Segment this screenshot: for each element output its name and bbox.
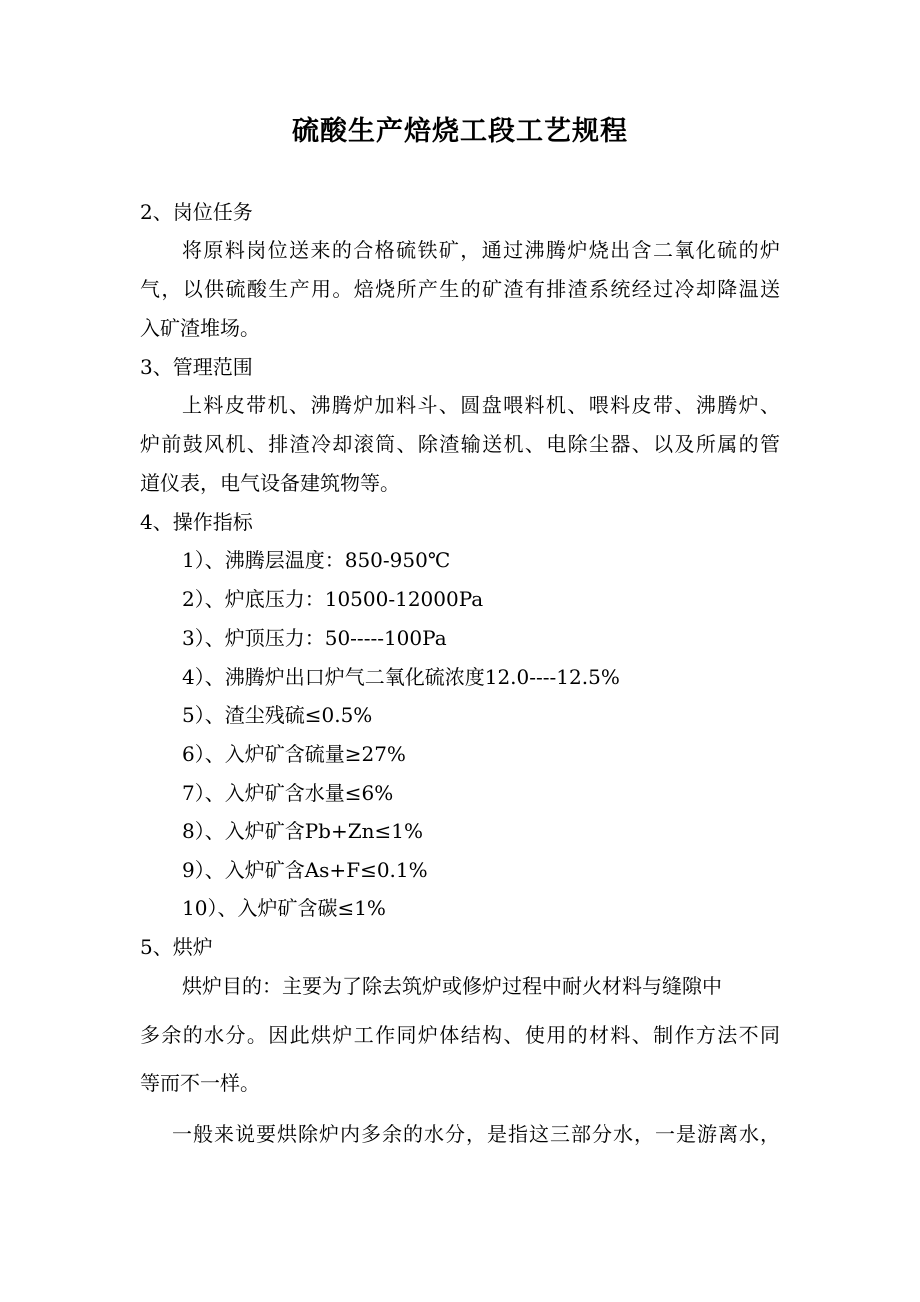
paragraph-line: 一般来说要烘除炉内多余的水分，是指这三部分水，一是游离水， xyxy=(172,1122,780,1146)
paragraph-line: 道仪表，电气设备建筑物等。 xyxy=(140,471,400,495)
paragraph-line: 气，以供硫酸生产用。焙烧所产生的矿渣有排渣系统经过冷却降温送 xyxy=(140,277,780,301)
section-heading: 3、管理范围 xyxy=(140,355,253,379)
section-heading: 5、烘炉 xyxy=(140,935,213,959)
paragraph-line: 多余的水分。因此烘炉工作同炉体结构、使用的材料、制作方法不同 xyxy=(140,1023,780,1047)
paragraph-line: 入矿渣堆场。 xyxy=(140,316,260,340)
list-item: 1）、沸腾层温度：850-950℃ xyxy=(182,548,451,572)
list-item: 2）、炉底压力：10500-12000Pa xyxy=(182,587,484,611)
list-item: 7）、入炉矿含水量≤6% xyxy=(182,781,394,805)
list-item: 9）、入炉矿含As+F≤0.1% xyxy=(182,858,428,882)
list-item: 3）、炉顶压力：50-----100Pa xyxy=(182,626,447,650)
list-item: 10）、入炉矿含碳≤1% xyxy=(182,896,386,920)
section-heading: 2、岗位任务 xyxy=(140,200,253,224)
list-item: 4）、沸腾炉出口炉气二氧化硫浓度12.0----12.5% xyxy=(182,665,620,689)
paragraph-line: 上料皮带机、沸腾炉加料斗、圆盘喂料机、喂料皮带、沸腾炉、 xyxy=(182,393,780,417)
list-item: 5）、渣尘残硫≤0.5% xyxy=(182,703,373,727)
list-item: 6）、入炉矿含硫量≥27% xyxy=(182,742,406,766)
paragraph-line: 炉前鼓风机、排渣冷却滚筒、除渣输送机、电除尘器、以及所属的管 xyxy=(140,432,780,456)
list-item: 8）、入炉矿含Pb+Zn≤1% xyxy=(182,819,424,843)
section-heading: 4、操作指标 xyxy=(140,510,253,534)
paragraph-line: 等而不一样。 xyxy=(140,1071,260,1095)
paragraph-line: 将原料岗位送来的合格硫铁矿，通过沸腾炉烧出含二氧化硫的炉 xyxy=(182,238,780,262)
document-title: 硫酸生产焙烧工段工艺规程 xyxy=(292,116,628,147)
paragraph-line: 烘炉目的：主要为了除去筑炉或修炉过程中耐火材料与缝隙中 xyxy=(182,974,722,998)
